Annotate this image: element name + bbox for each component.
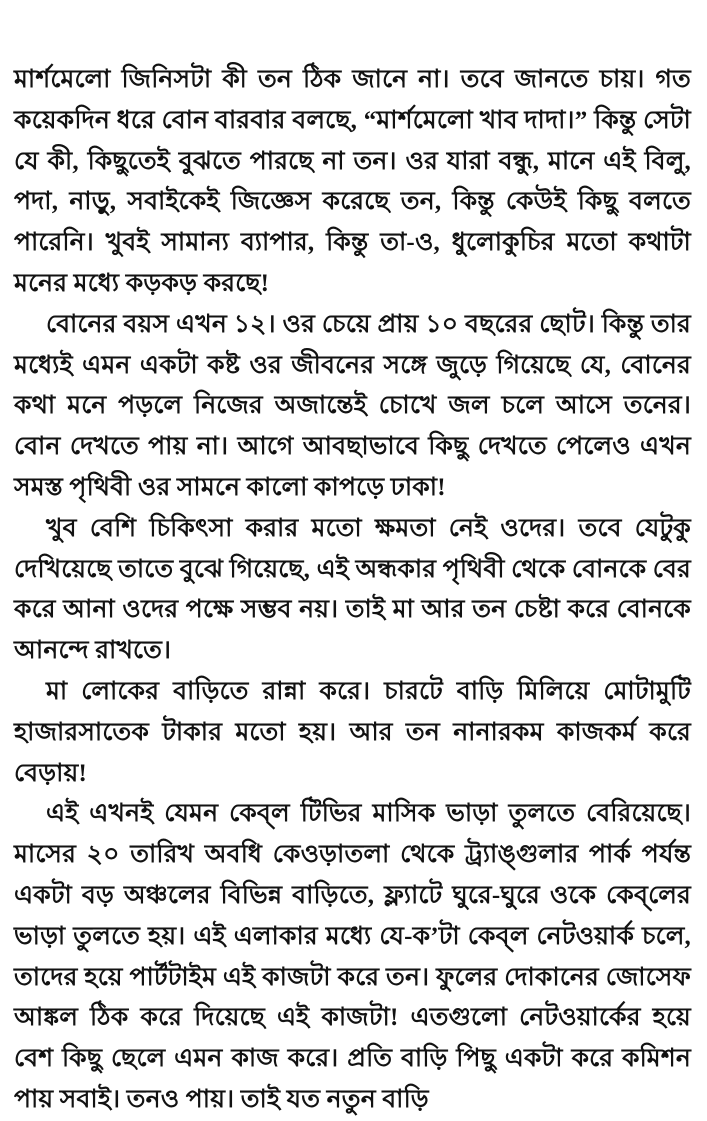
paragraph-3: খুব বেশি চিকিৎসা করার মতো ক্ষমতা নেই ওদের। তবে যেটুকু দেখিয়েছে তাতে বুঝে গিয়েছে, এই অন্ধকার পৃথিবী থেকে বোনকে বের করে আনা ওদের পক্ষে সম্ভব নয়। তাই মা আর তন চেষ্টা করে বোনকে আনন্দে রাখতে। (14, 514, 691, 665)
paragraph-1: মার্শমেলো জিনিসটা কী তন ঠিক জানে না। তবে জানতে চায়। গত কয়েকদিন ধরে বোন বারবার বলছে, “মার্শমেলো খাব দাদা।” কিন্তু সেটা যে কী, কিছুতেই বুঝতে পারছে না তন। ওর যারা বন্ধু, মানে এই বিলু, পদা, নাড়ু, সবাইকেই জিজ্ঞেস করেছে তন, কিন্তু কেউই কিছু বলতে পারেনি। খুবই সামান্য ব্যাপার, কিন্তু তা-ও, ধুলোকুচির মতো কথাটা মনের মধ্যে কড়কড় করছে! (14, 66, 691, 297)
paragraph-5: এই এখনই যেমন কেব্‌ল টিভির মাসিক ভাড়া তুলতে বেরিয়েছে। মাসের ২০ তারিখ অবধি কেওড়াতলা থেকে ট্র্যাঙ্গুলার পার্ক পর্যন্ত একটা বড় অঞ্চলের বিভিন্ন বাড়িতে, ফ্ল্যাটে ঘুরে-ঘুরে ওকে কেব্‌লের ভাড়া তুলতে হয়। এই এলাকার মধ্যে যে-ক’টা কেব্‌ল নেটওয়ার্ক চলে, তাদের হয়ে পার্টটাইম এই কাজটা করে তন। ফুলের দোকানের জোসেফ আঙ্কল ঠিক করে দিয়েছে এই কাজটা! এতগুলো নেটওয়ার্কের হয়ে বেশ কিছু ছেলে এমন কাজ করে। প্রতি বাড়ি পিছু একটা করে কমিশন পায় সবাই। তনও পায়। তাই যত নতুন বাড়ি (14, 800, 691, 1113)
paragraph-4: মা লোকের বাড়িতে রান্না করে। চারটে বাড়ি মিলিয়ে মোটামুটি হাজারসাতেক টাকার মতো হয়। আর তন নানারকম কাজকর্ম করে বেড়ায়! (14, 677, 691, 787)
paragraph-2: বোনের বয়স এখন ১২। ওর চেয়ে প্রায় ১০ বছরের ছোট। কিন্তু তার মধ্যেই এমন একটা কষ্ট ওর জীবনের সঙ্গে জুড়ে গিয়েছে যে, বোনের কথা মনে পড়লে নিজের অজান্তেই চোখে জল চলে আসে তনের। বোন দেখতে পায় না। আগে আবছাভাবে কিছু দেখতে পেলেও এখন সমস্ত পৃথিবী ওর সামনে কালো কাপড়ে ঢাকা! (14, 310, 691, 501)
